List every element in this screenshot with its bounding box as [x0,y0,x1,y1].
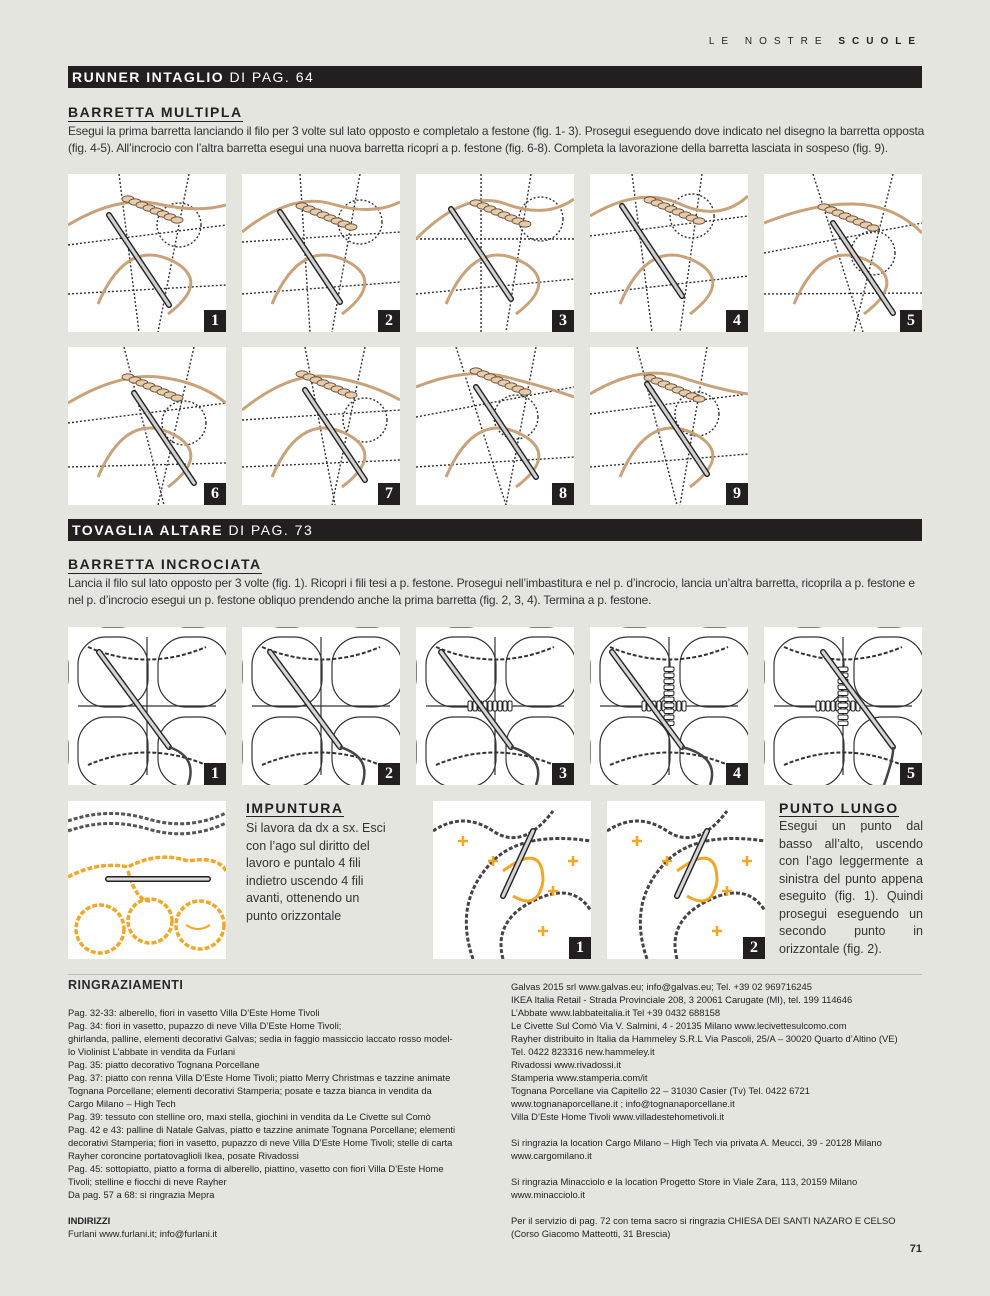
credit-line: www.cargomilano.it [511,1150,592,1161]
lungo-figure-2 [607,801,765,959]
multipla-figure-3 [416,174,574,332]
figure-number: 5 [900,763,922,785]
credit-line: Pag. 34: fiori in vasetto, pupazzo di neve Villa D’Este Home Tivoli; [68,1020,342,1031]
credit-line: Le Civette Sul Comò Via V. Salmini, 4 - 20135 Milano www.lecivettesulcomo.com [511,1020,847,1031]
credit-line: www.minacciolo.it [511,1189,585,1200]
credit-line: Tognana Porcellane via Capitello 22 – 31030 Casier (Tv) Tel. 0422 6721 [511,1085,810,1096]
running-header: LE NOSTRE SCUOLE [708,36,922,47]
credit-line: Si ringrazia la location Cargo Milano – High Tech via privata A. Meucci, 39 - 20128 Milano [511,1137,882,1148]
credit-line: Tivoli; stelline e fiocchi di neve Rayher [68,1176,227,1187]
multipla-figure-7 [242,347,400,505]
credit-line: Furlani www.furlani.it; info@furlani.it [68,1228,218,1239]
credits-left-column [68,1006,488,1240]
credit-line: ghirlanda, palline, elementi decorativi Galvas; sedia in faggio massiccio laccato rosso model- [68,1033,453,1044]
page-number: 71 [909,1243,922,1255]
figure-number: 1 [204,763,226,785]
credit-line: Tel. 0422 823316 new.hammeley.it [511,1046,655,1057]
credit-line: lo Violinist L’abbate in vendita da Furlani [68,1046,236,1057]
credit-line: Pag. 32-33: alberello, fiori in vasetto Villa D’Este Home Tivoli [68,1007,320,1018]
credit-line [511,1201,931,1214]
credit-line: www.tognanaporcellane.it ; info@tognanaporcellane.it [511,1098,735,1109]
figure-number: 6 [204,483,226,505]
credit-line: Pag. 35: piatto decorativo Tognana Porcellane [68,1059,260,1070]
incrociata-figure-4 [590,627,748,785]
credit-line: Rivadossi www.rivadossi.it [511,1059,621,1070]
instructions-barretta-incrociata: Lancia il filo sul lato opposto per 3 volte (fig. 1). Ricopri i fili tesi a p. festone. Prosegui nell’imbastitura e nel p. d’incrocio, lancia un’altra barretta, ricoprila a p. festone e nel p. d’incrocio esegui un p. festone obliquo prendendo anche la prima barretta (fig. 2, 3, 4). Termina a p. festone. [68,576,915,607]
credit-line: Pag. 42 e 43: palline di Natale Galvas, piatto e tazzine animate Tognana Porcellane; elementi [68,1124,456,1135]
figure-number: 2 [743,937,765,959]
multipla-figure-4 [590,174,748,332]
instructions-barretta-multipla: Esegui la prima barretta lanciando il filo per 3 volte sul lato opposto e completalo a festone (fig. 1- 3). Prosegui eseguendo dove indicato nel disegno la barretta opposta (fig. 4-5). All’incrocio con l’altra barretta esegui una nuova barretta ricopri a p. festone (fig. 6-8). Completa la lavorazione della barretta lasciata in sospeso (fig. 9). [68,124,925,155]
credit-line: decorativi Stamperia; fiori in vasetto, pupazzo di neve Villa D’Este Home Tivoli; stelle di carta [68,1137,453,1148]
figure-number: 4 [726,763,748,785]
credit-line: (Corso Giacomo Matteotti, 31 Brescia) [511,1228,671,1239]
credits-title: RINGRAZIAMENTI [68,978,184,992]
figure-number: 5 [900,310,922,332]
subtitle-barretta-multipla: BARRETTA MULTIPLA [68,104,243,120]
figure-number: 4 [726,310,748,332]
lungo-figure-1 [433,801,591,959]
credits-right-column [511,980,931,1240]
credit-line: Si ringrazia Minacciolo e la location Progetto Store in Viale Zara, 113, 20159 Milano [511,1176,858,1187]
figure-number: 9 [726,483,748,505]
multipla-figure-6 [68,347,226,505]
credit-line: Rayher coroncine portatovaglioli Ikea, posate Rivadossi [68,1150,299,1161]
credit-line: Da pag. 57 a 68: si ringrazia Mepra [68,1189,215,1200]
credit-line: Pag. 39: tessuto con stelline oro, maxi stella, giochini in vendita da Le Civette sul Comò [68,1111,431,1122]
credit-line: Tognana Porcellane; elementi decorativi Stamperia; posate e tazza bianca in vendita da [68,1085,432,1096]
multipla-figure-9 [590,347,748,505]
figure-number: 3 [552,310,574,332]
credit-line [511,1162,931,1175]
credit-line: Pag. 37: piatto con renna Villa D’Este Home Tivoli; piatto Merry Christmas e tazzine animate [68,1072,451,1083]
punto-lungo-title: PUNTO LUNGO [779,800,899,816]
credit-line: Per il servizio di pag. 72 con tema sacro si ringrazia CHIESA DEI SANTI NAZARO E CELSO [511,1215,896,1226]
figure-number: 7 [378,483,400,505]
credit-line: Pag. 45: sottopiatto, piatto a forma di alberello, piattino, vasetto con fiori Villa D’Este Home [68,1163,444,1174]
incrociata-figure-1 [68,627,226,785]
credits-divider [68,974,922,975]
incrociata-figure-5 [764,627,922,785]
subtitle-barretta-incrociata: BARRETTA INCROCIATA [68,556,262,572]
credit-line: Cargo Milano – High Tech [68,1098,176,1109]
incrociata-figure-3 [416,627,574,785]
figure-number: 3 [552,763,574,785]
credit-line [511,1123,931,1136]
figure-number: 2 [378,310,400,332]
impuntura-illustration [68,801,226,959]
figure-number: 1 [204,310,226,332]
section-bar-tovaglia: TOVAGLIA ALTARE DI PAG. 73 [68,519,922,541]
impuntura-title: IMPUNTURA [246,800,344,816]
credit-line: IKEA Italia Retail - Strada Provinciale 208, 3 20061 Carugate (MI), tel. 199 114646 [511,994,853,1005]
multipla-figure-5 [764,174,922,332]
incrociata-figure-2 [242,627,400,785]
figure-number: 8 [552,483,574,505]
credit-line: Rayher distribuito in Italia da Hammeley S.R.L Via Pascoli, 25/A – 30020 Quarto d’Altino (VE) [511,1033,898,1044]
punto-lungo-text: Esegui un punto dal basso all’alto, uscendo con l’ago leggermente a sinistra del punto appena eseguito (fig. 1). Quindi prosegui eseguendo un secondo punto in orizzontale (fig. 2). [779,819,923,956]
impuntura-text: Si lavora da dx a sx. Esci con l’ago sul diritto del lavoro e puntalo 4 fili indietro uscendo 4 fili avanti, ottenendo un punto orizzontale [246,821,386,923]
multipla-figure-8 [416,347,574,505]
multipla-figure-1 [68,174,226,332]
credit-line: Galvas 2015 srl www.galvas.eu; info@galvas.eu; Tel. +39 02 969716245 [511,981,812,992]
credit-line [68,1201,488,1214]
credit-line: Stamperia www.stamperia.com/it [511,1072,648,1083]
section-bar-runner: RUNNER INTAGLIO DI PAG. 64 [68,66,922,88]
credit-line: INDIRIZZI [68,1215,111,1226]
figure-number: 1 [569,937,591,959]
credit-line: L’Abbate www.labbateitalia.it Tel +39 0432 688158 [511,1007,721,1018]
multipla-figure-2 [242,174,400,332]
credit-line: Villa D’Este Home Tivoli www.villadestehometivoli.it [511,1111,724,1122]
figure-number: 2 [378,763,400,785]
